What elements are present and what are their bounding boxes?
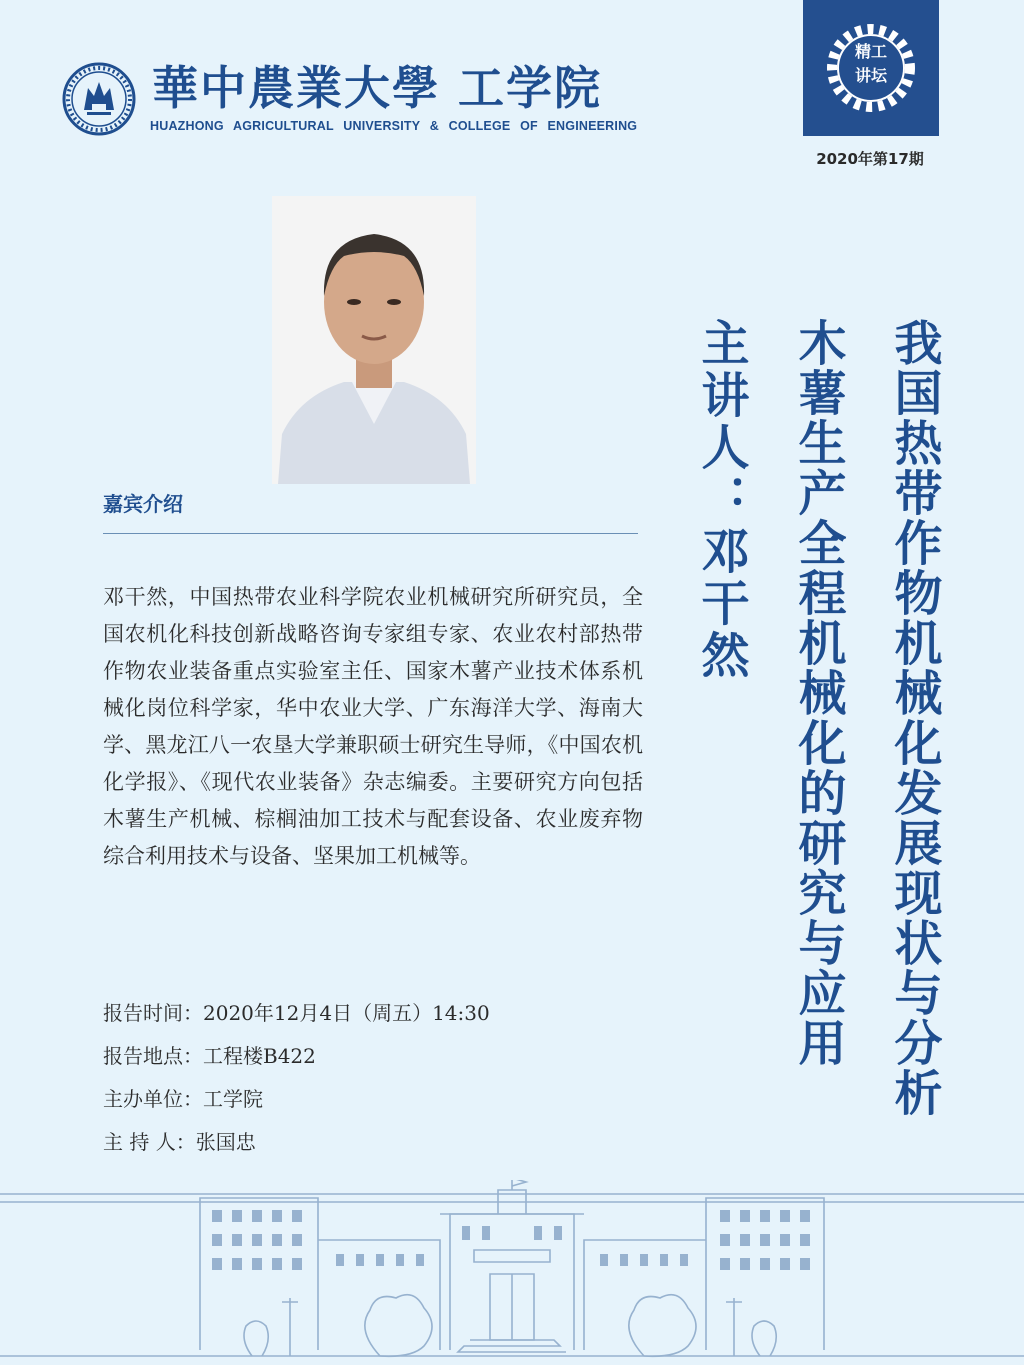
report-place-label: 报告地点： — [103, 1044, 203, 1068]
university-name-en: HUAZHONG AGRICULTURAL UNIVERSITY & COLLEGE OF ENGINEERING — [150, 119, 638, 133]
issue-number: 2020年第17期 — [816, 150, 924, 168]
speaker-bio: 邓干然，中国热带农业科学院农业机械研究所研究员，全国农机化科技创新战略咨询专家组专家、农业农村部热带作物农业装备重点实验室主任、国家木薯产业技术体系机械化岗位科学家，华中农业大学、广东海洋大学、海南大学、黑龙江八一农垦大学兼职硕士研究生导师，《中国农机化学报》、《现代农业装备》杂志编委。主要研究方向包括木薯生产机械、棕榈油加工技术与配套设备、农业废弃物综合利用技术与设备、坚果加工机械等。 — [103, 585, 643, 868]
organizer-row — [103, 1084, 490, 1127]
moderator-label: 主 持 人： — [103, 1130, 196, 1154]
moderator-value: 张国忠 — [195, 1130, 256, 1154]
report-place-value: 工程楼B422 — [203, 1044, 316, 1068]
speaker-portrait — [272, 196, 476, 484]
organizer-value: 工学院 — [203, 1087, 263, 1111]
report-time-label: 报告时间： — [103, 1001, 203, 1025]
university-emblem-icon — [62, 62, 136, 136]
speaker-name: 主讲人：邓干然 — [693, 318, 749, 682]
section-divider — [103, 533, 638, 534]
report-place-row — [103, 1041, 490, 1084]
badge-line1: 精工 — [854, 42, 887, 61]
report-time-row — [103, 998, 490, 1041]
lecture-title-line2: 木薯生产全程机械化的研究与应用 — [790, 318, 846, 1068]
lecture-title-line1: 我国热带作物机械化发展现状与分析 — [886, 318, 942, 1118]
event-info — [103, 998, 490, 1170]
campus-building-illustration — [0, 1180, 1024, 1365]
lecture-series-badge — [803, 0, 939, 136]
badge-line2: 讲坛 — [854, 66, 887, 85]
report-time-value: 2020年12月4日（周五）14:30 — [203, 1001, 490, 1025]
badge-label — [847, 40, 895, 88]
guest-intro-heading: 嘉宾介绍 — [103, 492, 183, 516]
organizer-label: 主办单位： — [103, 1087, 203, 1111]
university-name-cn: 華中農業大學 工学院 — [152, 61, 603, 115]
moderator-row — [103, 1127, 490, 1170]
